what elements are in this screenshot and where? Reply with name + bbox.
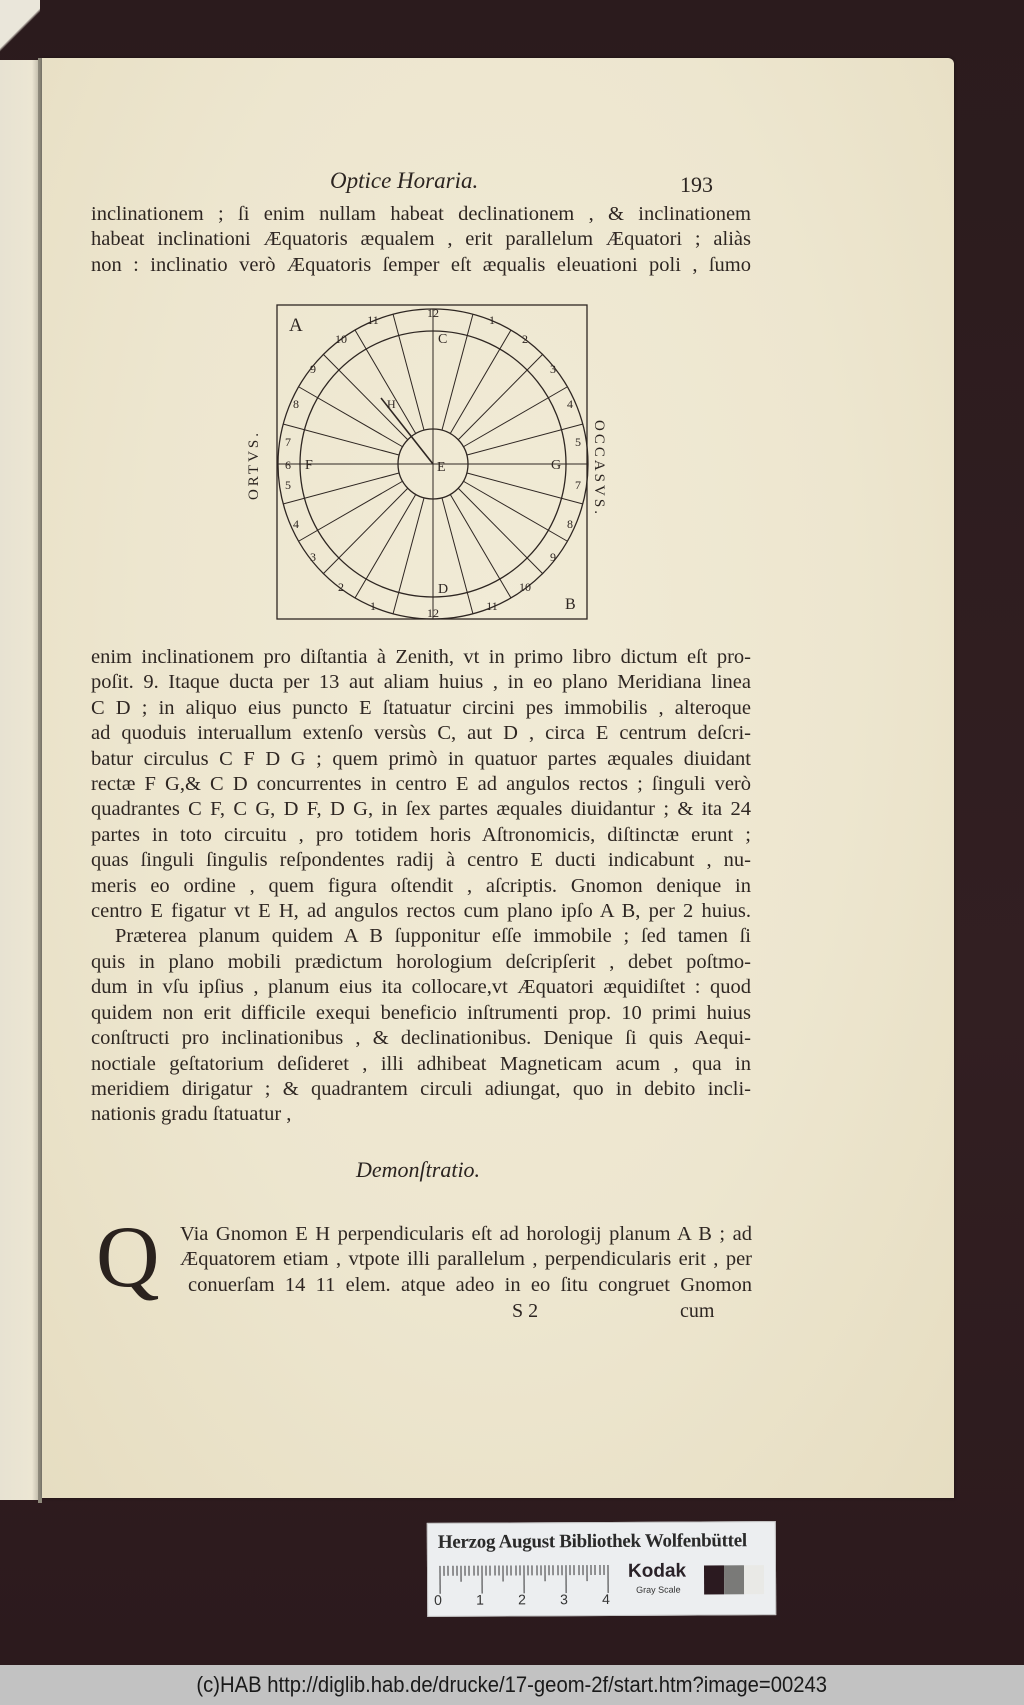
svg-text:2: 2 [522, 332, 528, 346]
swatch-black [704, 1565, 724, 1594]
ruler-numbers: 0 1 2 3 4 [434, 1590, 610, 1608]
kodak-logo: Kodak [627, 1560, 687, 1582]
running-head: Optice Horaria. [330, 168, 479, 193]
demonstration-paragraph [180, 1222, 752, 1298]
gray-scale-label: Gray Scale [636, 1584, 681, 1595]
text-line: nationis gradu ſtatuatur , [91, 1103, 292, 1126]
occasus-label: OCCASVS. [591, 420, 607, 517]
text-line: enim inclinationem pro diſtantia à Zenith, vt in primo libro dictum eſt pro- [91, 646, 751, 668]
svg-text:7: 7 [285, 435, 291, 449]
svg-text:3: 3 [550, 362, 556, 376]
svg-text:G: G [551, 458, 562, 473]
previous-page-corner [0, 0, 40, 60]
svg-text:2: 2 [338, 580, 344, 594]
credit-footer [0, 1665, 1024, 1705]
main-paragraph [91, 645, 751, 1128]
svg-text:11: 11 [486, 599, 498, 613]
text-line: poſit. 9. Itaque ducta per 13 aut aliam huius , in eo plano Meridiana linea [91, 671, 751, 694]
svg-text:11: 11 [367, 313, 379, 327]
text-line: conuerſam 14 11 elem. atque adeo in eo ſitu congruet Gnomon [188, 1273, 752, 1296]
svg-text:3: 3 [310, 550, 316, 564]
page-number: 193 [680, 172, 713, 197]
ruler-icon [438, 1563, 618, 1594]
svg-text:H: H [387, 397, 396, 411]
svg-text:D: D [438, 582, 449, 597]
svg-text:9: 9 [550, 550, 556, 564]
previous-page-edge [0, 60, 40, 1500]
svg-text:4: 4 [293, 517, 299, 531]
text-line: partes in toto circuitu , pro totidem horis Aſtronomicis, diſtinctæ erunt ; [91, 823, 751, 846]
ortus-label: ORTVS. [246, 430, 262, 501]
text-line: quidem non erit difficile exequi beneficio inſtrumenti prop. 10 primi huius [91, 1001, 751, 1024]
text-line: quas ſinguli ſingulis reſpondentes radij à centro E ducti indicabunt , nu- [91, 849, 751, 872]
svg-text:1: 1 [489, 313, 495, 327]
text-line: quadrantes C F, C G, D F, D G, in ſex partes æquales diuidantur ; & ita 24 [91, 798, 751, 821]
svg-text:10: 10 [335, 332, 347, 346]
library-name: Herzog August Bibliothek Wolfenbüttel [437, 1530, 747, 1553]
top-paragraph [91, 202, 751, 278]
svg-text:1: 1 [370, 599, 376, 613]
text-line: quis in plano mobili prædictum horologium deſcripſerit , debet poſtmo- [91, 950, 751, 973]
text-line: inclinationem ; ſi enim nullam habeat declinationem , & inclinationem [91, 203, 751, 225]
color-target-card [427, 1521, 776, 1617]
svg-text:B: B [565, 596, 576, 613]
svg-text:E: E [437, 460, 446, 475]
text-line: habeat inclinationi Æquatoris æqualem , erit parallelum Æquatori ; aliàs [91, 228, 751, 251]
text-line: conſtructi pro inclinationibus , & declinationibus. Denique ſi quis Aequi- [91, 1027, 751, 1050]
text-line: rectæ F G,& C D concurrentes in centro E ad angulos rectos ; ſinguli verò [91, 773, 751, 796]
text-line: ad quoduis interuallum extenſo versùs C, aut D , circa E centrum deſcri- [91, 722, 751, 745]
text-line: C D ; in aliquo eius puncto E ſtatuatur circini pes immobilis , alteroque [91, 696, 751, 719]
sundial-diagram [275, 303, 591, 623]
svg-text:9: 9 [310, 362, 316, 376]
svg-text:8: 8 [567, 517, 573, 531]
svg-text:12: 12 [427, 606, 439, 620]
credit-url[interactable]: (c)HAB http://diglib.hab.de/drucke/17-geom-2f/start.htm?image=00243 [196, 1672, 828, 1697]
svg-text:A: A [289, 315, 303, 336]
svg-text:8: 8 [293, 397, 299, 411]
text-line: dum in vſu ipſius , planum eius ita collocare,vt Æquatori æquidiſtet : quod [91, 976, 751, 999]
signature-mark: S 2 [512, 1300, 539, 1322]
svg-text:5: 5 [575, 435, 581, 449]
svg-text:6: 6 [285, 458, 291, 472]
text-line: meridiem dirigatur ; & quadrantem circuli adiungat, quo in debito incli- [91, 1077, 751, 1100]
catchword: cum [680, 1300, 715, 1322]
text-line: meris eo ordine , quem figura oſtendit , aſcriptis. Gnomon denique in [91, 874, 751, 897]
svg-text:5: 5 [285, 478, 291, 492]
text-line: batur circulus C F D G ; quem primò in quatuor partes æquales diuidant [91, 747, 751, 770]
text-line: centro E figatur vt E H, ad angulos rectos cum plano ipſo A B, per 2 huius. [91, 900, 751, 923]
text-line: Via Gnomon E H perpendicularis eſt ad horologij planum A B ; ad [180, 1223, 752, 1245]
svg-text:12: 12 [427, 306, 439, 320]
text-line: Æquatorem etiam , vtpote illi parallelum , perpendicularis erit , per [180, 1248, 752, 1271]
svg-text:10: 10 [519, 580, 531, 594]
svg-text:4: 4 [567, 397, 573, 411]
swatch-white [744, 1565, 764, 1594]
svg-text:7: 7 [575, 478, 581, 492]
section-heading: Demonſtratio. [356, 1157, 481, 1182]
text-line: non : inclinatio verò Æquatoris ſemper eſt æqualis eleuationi poli , ſumo [91, 253, 751, 276]
text-line: noctiale geſtatorium deſideret , illi adhibeat Magneticam acum , qua in [91, 1052, 751, 1075]
svg-text:C: C [438, 332, 448, 347]
drop-cap: Q [96, 1209, 160, 1306]
swatch-gray [724, 1565, 744, 1594]
text-line: Præterea planum quidem A B ſupponitur eſſe immobile ; ſed tamen ſi [115, 925, 751, 948]
svg-text:F: F [305, 458, 313, 473]
